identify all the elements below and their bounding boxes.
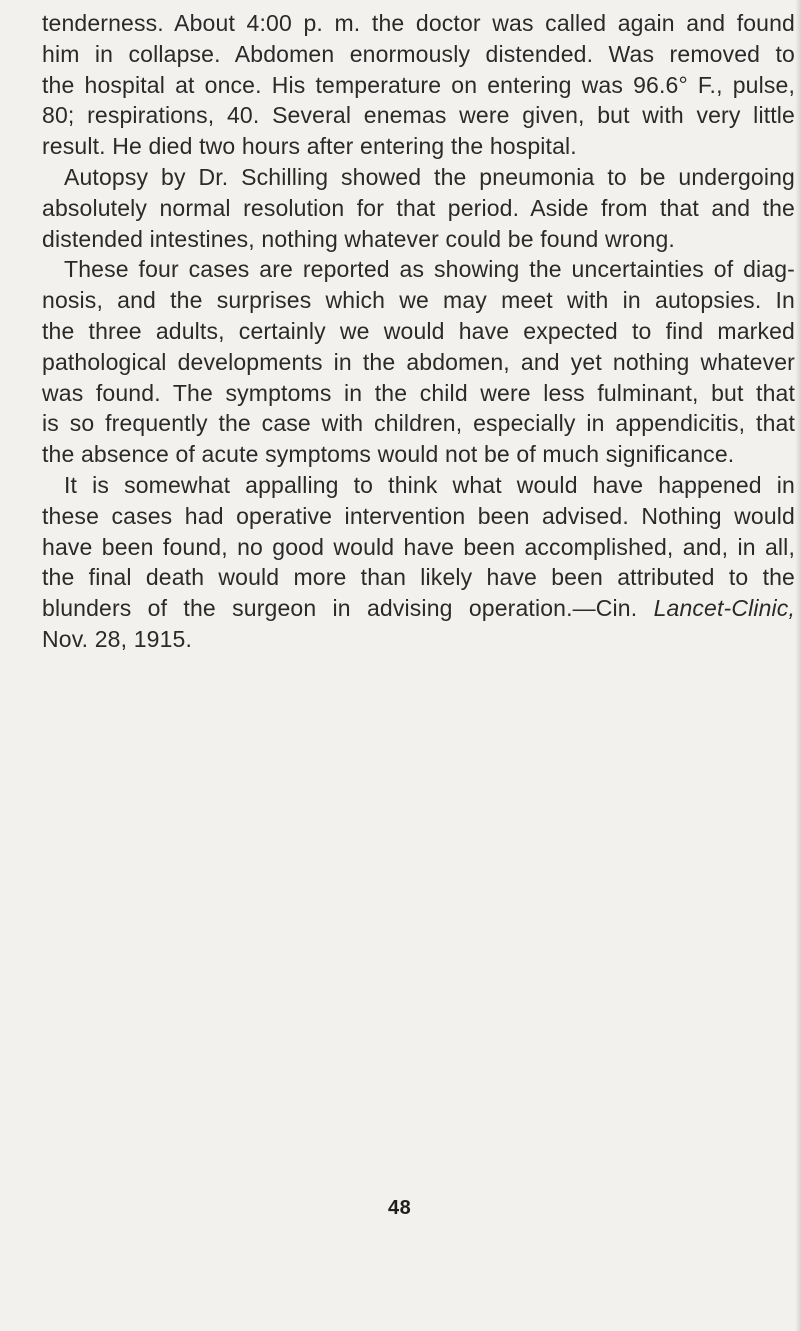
text-line: result. He died two hours after entering the hospital. <box>42 133 577 160</box>
text-line: the final death would more than likely have been attributed to the <box>42 564 795 591</box>
text-line: the hospital at once. His temperature on entering was 96.6° F., pulse, <box>42 71 795 98</box>
text-line: 80; respirations, 40. Several enemas were given, but with very little <box>42 102 795 129</box>
paragraph-3 <box>42 254 795 470</box>
paragraph-2 <box>42 162 795 254</box>
text-line: have been found, no good would have been accomplished, and, in all, <box>42 533 795 560</box>
page-number: 48 <box>388 1197 412 1219</box>
page-edge-shadow <box>795 0 801 1331</box>
citation-source: blunders of the surgeon in advising operation.—Cin. <box>42 595 638 622</box>
text-line: the three adults, certainly we would have expected to find marked <box>42 317 795 344</box>
text-line: absolutely normal resolution for that period. Aside from that and the <box>42 194 795 221</box>
text-line: It is somewhat appalling to think what would have happened in <box>64 471 795 498</box>
citation-journal: Lancet-Clinic, <box>653 595 795 622</box>
text-line: tenderness. About 4:00 p. m. the doctor was called again and found <box>42 10 795 36</box>
citation-date: Nov. 28, 1915. <box>42 625 192 652</box>
text-line: Autopsy by Dr. Schilling showed the pneumonia to be undergoing <box>64 163 795 190</box>
text-line: pathological developments in the abdomen, and yet nothing whatever <box>42 348 795 375</box>
text-line: distended intestines, nothing whatever could be found wrong. <box>42 225 675 252</box>
text-line: was found. The symptoms in the child were less fulminant, but that <box>42 379 795 406</box>
text-line: is so frequently the case with children, especially in appendicitis, that <box>42 410 795 437</box>
text-line: the absence of acute symptoms would not be of much significance. <box>42 441 735 468</box>
paragraph-4 <box>42 470 795 655</box>
body-text <box>42 8 795 655</box>
text-line: nosis, and the surprises which we may meet with in autopsies. In <box>42 287 795 314</box>
text-line: these cases had operative intervention been advised. Nothing would <box>42 502 795 529</box>
text-line: him in collapse. Abdomen enormously distended. Was removed to <box>42 40 795 67</box>
text-line: These four cases are reported as showing the uncertainties of diag- <box>64 256 795 283</box>
paragraph-1 <box>42 8 795 162</box>
text-line-with-citation <box>42 593 795 624</box>
